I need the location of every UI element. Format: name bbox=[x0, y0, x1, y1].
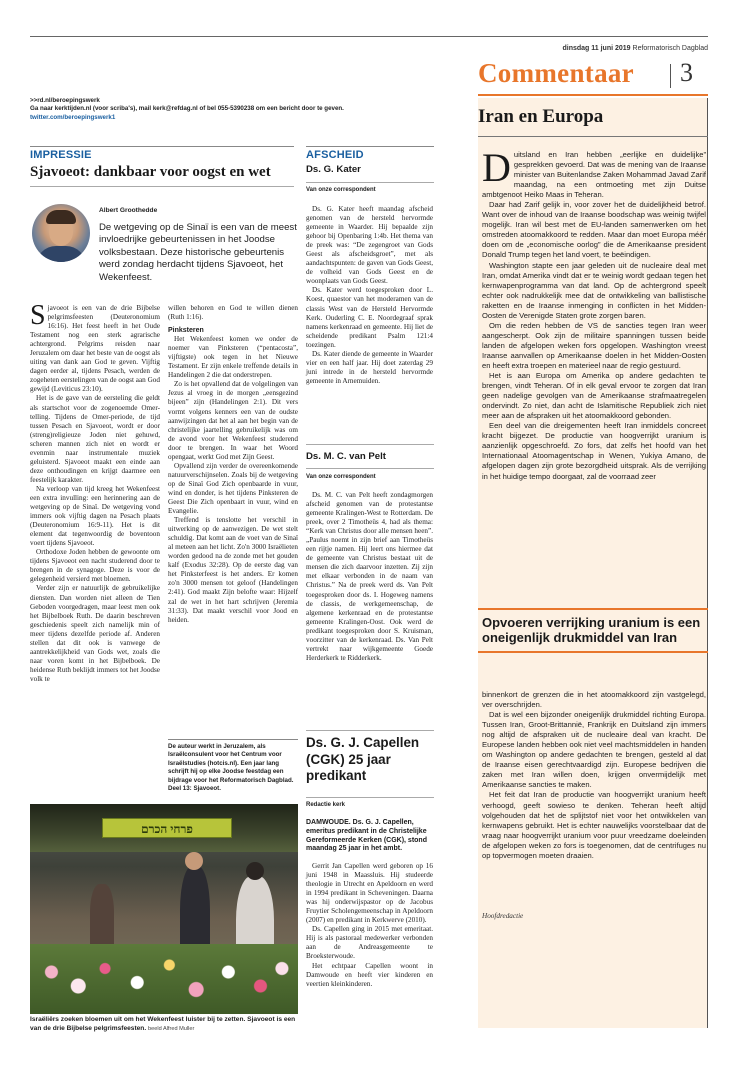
article-capellen-lead: DAMWOUDE. Ds. G. J. Capellen, emeritus predikant in de Christelijke Gereformeerde Kerken (CGK), stond maandag 25 jaar in het ambt. bbox=[306, 819, 427, 853]
article-kater-title: Ds. G. Kater bbox=[306, 164, 361, 175]
subheading: Pinksteren bbox=[168, 327, 204, 335]
paragraph: Het echtpaar Capellen woont in Damwoude en heeft vier kinderen en veertien kleinkinderen. bbox=[306, 961, 433, 988]
paragraph: Opvallend zijn verder de overeenkomende natuurverschijnselen. Zoals bij de wetgeving op de Sinaï God Zich openbaarde in vuur, wind en donder, is het tijdens Pinksteren de Geest Die Zich openbaart in vuur, wind en Evangelie. bbox=[168, 461, 298, 516]
paragraph: uitsland en Iran hebben „eerlijke en duidelijke” gesprekken gevoerd. Dat was de mening van de Iraanse minister van Buitenlandse Zaken Mohammad Javad Zarif maandag, na een ontmoeting met zijn Duitse ambtgenoot Heiko Maas in Teheran. bbox=[482, 150, 706, 200]
photo-sign: פרחי הכרם bbox=[102, 818, 232, 838]
paragraph: Ds. Capellen ging in 2015 met emeritaat. Hij is als pastoraal medewerker verbonden aan de Andreasgemeente te Broeksterwoude. bbox=[306, 925, 433, 961]
paragraph: Ds. G. Kater heeft maandag afscheid genomen van de hersteld hervormde gemeente in Waarder. Hij bepaalde zijn gehoor bij Openbaring 1:4b. Het thema van de preek was: “De zegengroet van Gods Geest als afscheidsgroet”, met als aandachtspunten: de gaven van Gods Geest, de volheid van Gods Geest en de woonplaats van Gods Geest. bbox=[306, 205, 433, 286]
paragraph: Ds. Kater werd toegesproken door L. Koest, quaestor van het moderamen van de classis West van de Hersteld Hervormde Kerk. Ouderling C. E. Noordegraaf sprak namens kerkenraad en gemeente. Hij liet de scheidende predikant Psalm 121:4 toezingen. bbox=[306, 286, 433, 349]
paragraph: Het is aan Europa om Amerika op andere gedachten te brengen, vindt Teheran. Of in elk geval ervoor te zorgen dat Iran geen nadelige gevolgen van de Amerikaanse strafmaatregelen ondervindt. Zo niet, dan acht de Islamitische Republiek zich niet meer aan de afspraken uit het atoomakkoord gebonden. bbox=[482, 371, 706, 421]
commentaar-title: Iran en Europa bbox=[478, 106, 604, 127]
impressie-dropcap: S bbox=[30, 300, 46, 331]
paragraph: Orthodoxe Joden hebben de gewoonte om tijdens Sjavoeot een nacht studerend door te brengen in de synagoge. Deze is voor de gelegenheid versierd met bloemen. bbox=[30, 548, 160, 584]
paragraph: Ds. M. C. van Pelt heeft zondagmorgen afscheid genomen van de protestantse gemeente Kralingen-West te Rotterdam. De preek, over 2 Timotheüs 4, had als thema: “Kerk van Christus door alle mensen heen”. „Paulus noemt in zijn brief aan Timotheüs een rijtje namen. Hij leert ons hiermee dat de gemeente van Christus bestaat uit de mensen die zich daarvoor inzetten. Zij zijn met elkaar verbonden in de naam van Christus.” Na de preek werd ds. Van Pelt toegesproken door ds. I. Hogeweg namens de classis, de werkgemeenschap, de algemene kerkenraad en de protestantse gemeente Kralingen-Oost. Ook werd de predikant toegesproken door S. Kruisman, voorzitter van de kerkenraad. Ds. Van Pelt vertrekt naar wijkgemeente Goede Herderkerk te Ridderkerk. bbox=[306, 491, 433, 662]
paragraph: Het is de gave van de eersteling die geldt als startschot voor de zogenoemde Omer-telling. Tijdens de Omer-periode, de tijd tussen Pesach en Sjavoeot, wordt er door (streng)religieuze Joden niet gehuwd, scheren mannen zich niet en wordt er evenmin naar instrumentale muziek geluisterd. Sjavoeot maakt een einde aan deze onthoudingen en krijgt daarmee een feestelijk karakter. bbox=[30, 394, 160, 484]
divider bbox=[306, 182, 434, 183]
notice-instructions: Ga naar kerktijden.nl (voor scriba's), mail kerk@refdag.nl of bel 055-5390238 om een bericht door te geven. bbox=[30, 105, 344, 113]
commentaar-body-1 bbox=[482, 145, 706, 482]
section-name: Commentaar bbox=[478, 58, 634, 88]
paper-name: Reformatorisch Dagblad bbox=[632, 45, 708, 52]
dateline bbox=[562, 45, 708, 52]
top-rule bbox=[30, 36, 708, 37]
article-capellen-byline: Redactie kerk bbox=[306, 802, 346, 808]
paragraph: Dat is wel een bijzonder oneigenlijk drukmiddel richting Europa. Tussen Iran, Groot-Brittannië, Frankrijk en Duitsland zijn immers nog altijd de afspraken uit de nucleaire deal van kracht. De Europese landen hebben ook niet veel machtsmiddelen in handen om Washington op andere gedachten te brengen, gesteld al dat de Iraanse eisen gerechtvaardigd zijn. Europese bedrijven die zaken met Iran willen doen, krijgen onvermijdelijk met Amerikaanse sancties te maken. bbox=[482, 710, 706, 790]
article-kater-body bbox=[306, 205, 433, 386]
paragraph: Gerrit Jan Capellen werd geboren op 16 juni 1948 in Maassluis. Hij studeerde theologie in Utrecht en Apeldoorn en werd in 1994 predikant in Scheveningen. Daarna was hij onderwijspastor op de Jacobus Fruytier Scholengemeenschap in Apeldoorn (2007) en predikant in Kerkwerve (2010). bbox=[306, 862, 433, 925]
accent-bar bbox=[478, 94, 708, 96]
paragraph: binnenkort de grenzen die in het atoomakkoord zijn vastgelegd, ver overschrijden. bbox=[482, 690, 706, 710]
paragraph: Ds. Kater diende de gemeente in Waarder vier en een half jaar. Hij doet zaterdag 29 juni intrede in de hersteld hervormde gemeente in Arnemuiden. bbox=[306, 349, 433, 385]
article-kater-byline: Van onze correspondent bbox=[306, 187, 376, 193]
paragraph: willen behoren en God te willen dienen (Ruth 1:16). bbox=[168, 304, 298, 322]
afscheid-label: AFSCHEID bbox=[306, 149, 364, 161]
section-rubric bbox=[478, 58, 708, 94]
article-vanpelt-byline: Van onze correspondent bbox=[306, 474, 376, 480]
pull-quote bbox=[478, 608, 708, 653]
impressie-rule bbox=[30, 146, 294, 147]
impressie-title-rule bbox=[30, 186, 294, 187]
author-avatar bbox=[32, 204, 90, 262]
impressie-column-1 bbox=[30, 300, 160, 684]
article-vanpelt-title: Ds. M. C. van Pelt bbox=[306, 451, 386, 462]
paragraph: javoeot is een van de drie Bijbelse pelgrimsfeesten (Deuteronomium 16:16). Het feest heeft in het Oude Testament nog een sterk agrarische achtergrond. Pelgrims reisden naar Jeruzalem om daar het beste van de oogst als uiting van dank aan God te geven. Vijftig dagen eerder al, tijdens Pesach, werden de zogeheten eerstelingen van de oogst aan God gewijd (Leviticus 23:10). bbox=[30, 304, 160, 394]
paragraph: Zo is het opvallend dat de volgelingen van Jezus al vroeg in de morgen „eensgezind bijeen” zijn (Handelingen 2:1). Dit vers vormt volgens kenners een van de oudste aanwijzingen dat het al aan het begin van de christelijke jaartelling gebruikelijk was om de avond voor het Wekenfeest studerend door te brengen. In waar het Woord opengaat, werkt God met Zijn Geest. bbox=[168, 380, 298, 461]
commentaar-title-rule bbox=[478, 136, 708, 137]
article-capellen-body bbox=[306, 862, 433, 989]
divider bbox=[306, 730, 434, 731]
divider bbox=[306, 797, 434, 798]
article-capellen-title: Ds. G. J. Capellen (CGK) 25 jaar predikant bbox=[306, 735, 420, 783]
notice-link-rd[interactable]: >>rd.nl/beroepingswerk bbox=[30, 97, 100, 104]
article-vanpelt-body bbox=[306, 491, 433, 663]
page-number: 3 bbox=[680, 58, 693, 87]
paragraph: Een deel van die dreigementen heeft Iran inmiddels concreet kracht bijgezet. De productie van hoogverrijkt uranium is aanzienlijk opgeschroefd. Zo fors, dat zelfs het hoofd van het Internationaal Atoomagentschap in Wenen, Yukiya Amano, de afgelopen dagen zijn grote bezorgdheid uitsprak. Als de verrijking in het huidige tempo doorgaat, zal de voorraad zeer bbox=[482, 421, 706, 481]
impressie-header bbox=[30, 146, 294, 161]
author-colophon: De auteur werkt in Jeruzalem, als Israëlconsulent voor het Centrum voor Israëlstudies (hotcis.nl). Een jaar lang schrijft hij op elke Joodse feestdag een bijdrage voor het Reformatorisch Dagblad. Deel 13: Sjavoeot. bbox=[168, 739, 298, 793]
impressie-title: Sjavoeot: dankbaar voor oogst en wet bbox=[30, 164, 271, 180]
paragraph: Het Wekenfeest komen we onder de noemer van Pinksteren (“pentacosta”, vijftigste) ook tegen in het Nieuwe Testament. Er zijn enkele treffende details in Handelingen 2 die dat onderstrepen. bbox=[168, 335, 298, 380]
rubric-divider bbox=[670, 64, 671, 88]
commentaar-body-2 bbox=[482, 690, 706, 861]
commentaar-signature: Hoofdredactie bbox=[482, 912, 524, 920]
notice-link-twitter[interactable]: twitter.com/beroepingswerk1 bbox=[30, 113, 116, 121]
caption-text: Israëliërs zoeken bloemen uit om het Wekenfeest luister bij te zetten. Sjavoeot is een van de drie Bijbelse pelgrimsfeesten. bbox=[30, 1016, 296, 1032]
paragraph: Het feit dat Iran de productie van hoogverrijkt uranium heeft verhoogd, geeft sowieso te denken. Teheran heeft altijd volgehouden dat het de splijtstof niet voor het ontwikkelen van kernwapens gebruikt. Het is echter nauwelijks voorstelbaar dat de vraag naar hoogverrijkt uranium voor puur vreedzame doeleinden de afgelopen weken zo fors is toegenomen, dat de centrifuges nu op topvermogen moeten draaien. bbox=[482, 790, 706, 860]
beroepingswerk-notice bbox=[30, 97, 440, 122]
divider bbox=[306, 468, 434, 469]
pull-quote-text: Opvoeren verrijking uranium is een oneigenlijk drukmiddel van Iran bbox=[482, 615, 701, 645]
market-photo bbox=[30, 804, 298, 1014]
photo-caption bbox=[30, 1016, 300, 1033]
impressie-column-2 bbox=[168, 304, 298, 625]
paragraph: Om die reden hebben de VS de sancties tegen Iran weer aangescherpt. Ook zijn de militaire spanningen tussen beide landen de afgelopen weken fors opgelopen. Washington vreest Iraanse aanvallen op Amerikaanse doelen in het Midden-Oosten en heeft extra troepen en materieel naar de regio gestuurd. bbox=[482, 320, 706, 370]
divider bbox=[306, 444, 434, 445]
impressie-intro: De wetgeving op de Sinaï is een van de meest invloedrijke gebeurtenissen in het Joodse volksbestaan. Deze historische gebeurtenis werd zondag herdacht tijdens Sjavoeot, het Wekenfeest. bbox=[99, 222, 297, 283]
afscheid-rule bbox=[306, 146, 434, 147]
paragraph: Na verloop van tijd kreeg het Wekenfeest een extra invulling: een herinnering aan de wetgeving op de Sinaï. De wetgeving vond immers ook vijftig dagen na Pesach plaats (Deuteronomium 16:9-11). Het is dit element dat tegenwoordig de boventoon voert tijdens Sjavoeot. bbox=[30, 484, 160, 548]
impressie-label: IMPRESSIE bbox=[30, 149, 92, 161]
commentaar-dropcap: D bbox=[482, 145, 511, 190]
paragraph: Treffend is tenslotte het verschil in uitwerking op de aanwezigen. De wet stelt schuldig. Dat komt aan de voet van de Sinaï al meteen aan het licht. Zo'n 3000 Israëlieten worden gedood na de zonde met het gouden kalf (Exodus 32:28). Op de eerste dag van het Pinksterfeest is het anders. Er komen zo'n 3000 mensen tot geloof (Handelingen 2:41). God maakt Zijn belofte waar: Hijzelf zal de wet in het hart schrijven (Jeremia 31:33). Dat maakt verschil voor Jood en heiden. bbox=[168, 516, 298, 624]
author-name: Albert Groothedde bbox=[99, 207, 158, 214]
photo-credit: beeld Alfred Muller bbox=[148, 1025, 195, 1032]
paragraph: Daar had Zarif gelijk in, voor zover het de duidelijkheid betrof. Want over de inhoud van de Iraanse boodschap was weinig twijfel mogelijk. Iran wil best met de EU-landen samenwerken om het omstreden atoomakkoord te redden. Maar dan moet Europa méér doen om de „economische oorlog” die de Amerikaanse president Donald Trump tegen het land voert, te beëindigen. bbox=[482, 200, 706, 260]
afscheid-header bbox=[306, 146, 434, 161]
issue-date: dinsdag 11 juni 2019 bbox=[562, 45, 631, 52]
paragraph: Washington stapte een jaar geleden uit de nucleaire deal met Iran, omdat Amerika vindt dat er te weinig wordt gedaan tegen het kernwapenprogramma van dat land. Op de achtergrond speelt echter ook nadrukkelijk mee dat de ontwikkeling van ballistische raketten en de Iraanse inmenging in conflicten in het Midden-Oosten de Verenigde Staten grote zorgen baren. bbox=[482, 260, 706, 320]
paragraph: Verder zijn er natuurlijk de gebruikelijke diensten. Dan worden niet alleen de Tien Geboden voorgedragen, maar leest men ook het Bijbelboek Ruth. De daarin beschreven geschiedenis speelt zich namelijk min of meer tijdens dezelfde periode af. Anderen stellen dat dit ook is vanwege de aantrekkelijkheid van Gods wet, zoals die naar voren komt in het Bijbelboek. De heidense Ruth beklijdt immers tot het Joodse volk te bbox=[30, 584, 160, 683]
